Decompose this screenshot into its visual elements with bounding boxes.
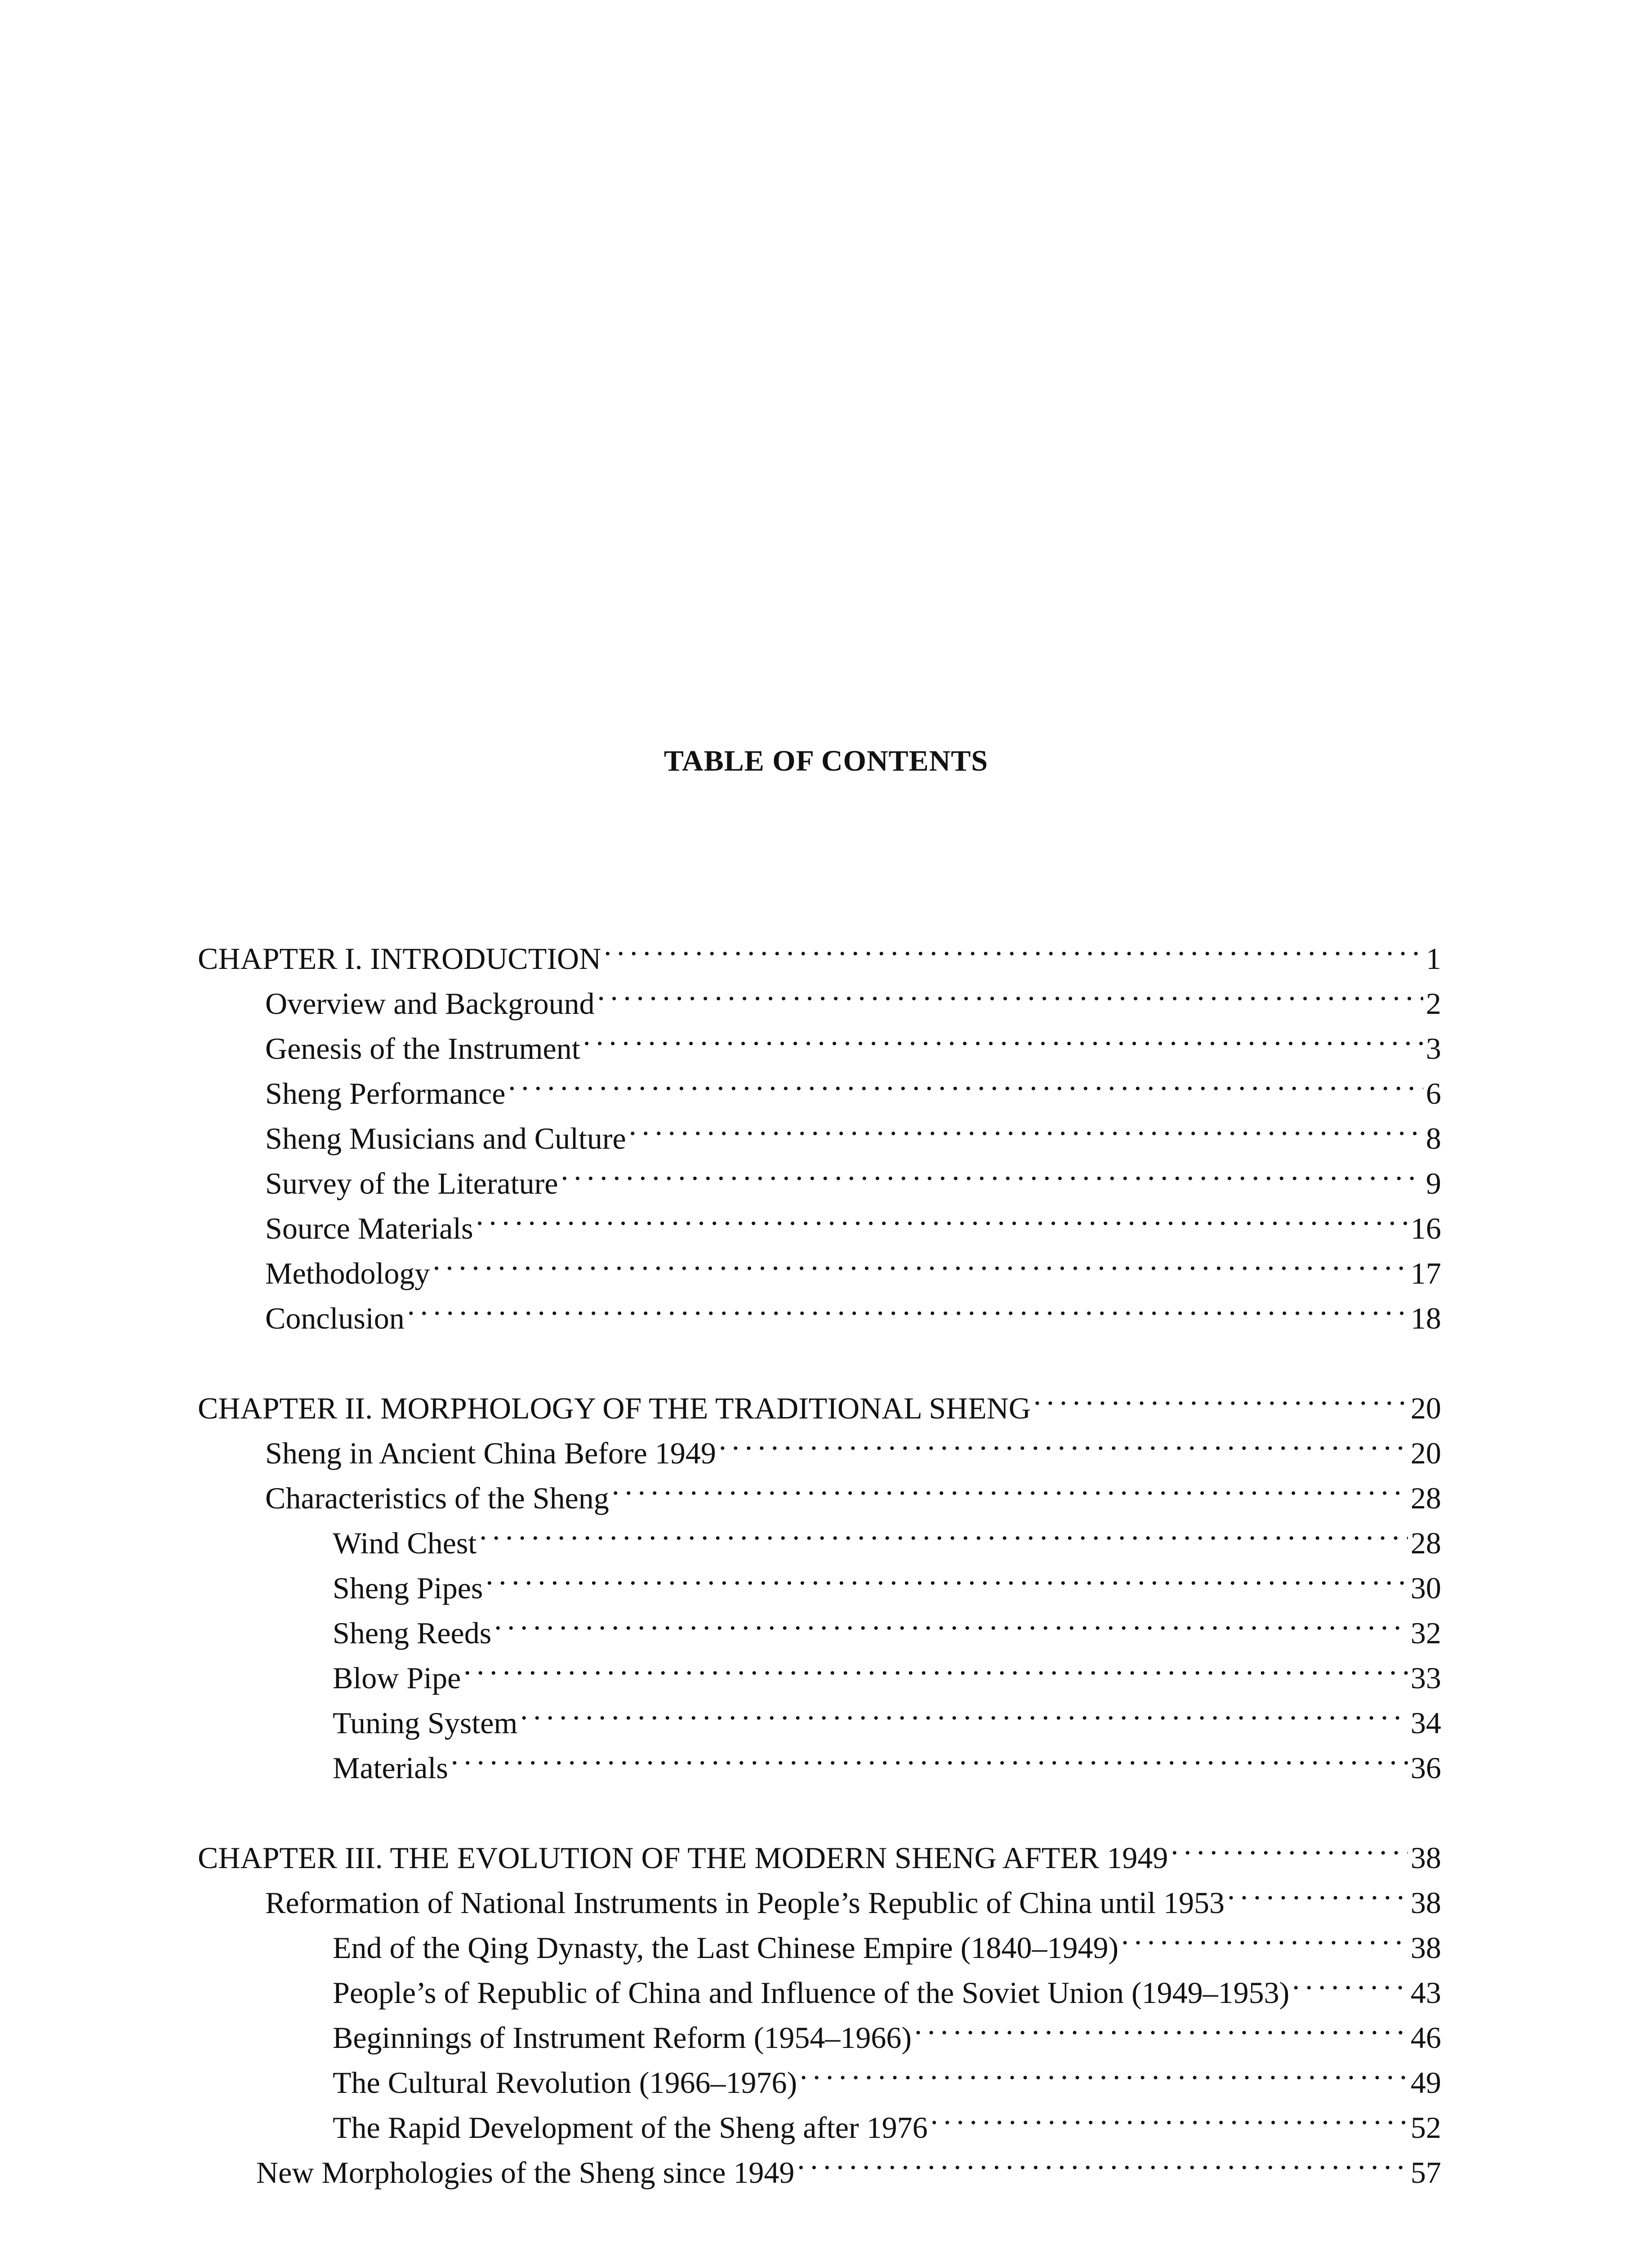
toc-leader-dots [629, 1104, 1423, 1149]
toc-leader-dots [407, 1284, 1408, 1329]
toc-leader-dots [479, 1508, 1408, 1553]
toc-entry-label: CHAPTER III. THE EVOLUTION OF THE MODERN SHENG AFTER 1949 [198, 1841, 1168, 1875]
toc-leader-dots [800, 2048, 1408, 2093]
toc-entry-label: Sheng Pipes [333, 1571, 483, 1605]
toc-entry-label: Conclusion [265, 1301, 405, 1335]
toc-leader-dots [914, 2003, 1408, 2048]
toc-entry-label: Materials [333, 1751, 448, 1785]
toc-entry-page-number: 9 [1426, 1166, 1441, 1200]
toc-leader-dots [604, 924, 1423, 969]
toc-entry-page-number: 6 [1426, 1076, 1441, 1111]
toc-leader-dots [1171, 1823, 1408, 1868]
toc-entry-page-number: 20 [1411, 1391, 1441, 1425]
toc-entry-label: The Cultural Revolution (1966–1976) [333, 2065, 797, 2100]
toc-entry-label: Tuning System [333, 1706, 518, 1740]
toc-leader-dots [583, 1014, 1423, 1059]
toc-leader-dots [931, 2093, 1408, 2138]
toc-entry-label: CHAPTER I. INTRODUCTION [198, 941, 601, 976]
toc-leader-dots [561, 1149, 1423, 1194]
toc-entry-label: Survey of the Literature [265, 1166, 558, 1200]
toc-entry-label: Sheng Musicians and Culture [265, 1121, 626, 1155]
toc-entry-page-number: 3 [1426, 1031, 1441, 1066]
toc-entry-label: Characteristics of the Sheng [265, 1481, 609, 1515]
toc-leader-dots [1033, 1374, 1408, 1418]
toc-entry-page-number: 8 [1426, 1121, 1441, 1155]
toc-list [198, 924, 1441, 2190]
toc-entry-page-number: 38 [1411, 1931, 1441, 1965]
toc-leader-dots [520, 1688, 1408, 1733]
toc-entry-page-number: 32 [1411, 1616, 1441, 1650]
toc-leader-dots [463, 1643, 1408, 1688]
toc-entry-label: Source Materials [265, 1211, 473, 1245]
toc-leader-dots [719, 1418, 1408, 1463]
toc-leader-dots [1292, 1958, 1408, 2003]
toc-entry-label: Genesis of the Instrument [265, 1031, 580, 1066]
toc-entry-page-number: 28 [1411, 1526, 1441, 1560]
toc-leader-dots [597, 969, 1423, 1014]
toc-entry-page-number: 36 [1411, 1751, 1441, 1785]
toc-entry-page-number: 38 [1411, 1841, 1441, 1875]
toc-entry-page-number: 28 [1411, 1481, 1441, 1515]
toc-entry-label: Sheng in Ancient China Before 1949 [265, 1436, 716, 1470]
toc-entry-page-number: 30 [1411, 1571, 1441, 1605]
toc-leader-dots [1121, 1913, 1408, 1958]
toc-entry-page-number: 1 [1426, 941, 1441, 976]
toc-leader-dots [494, 1598, 1408, 1643]
toc-entry-page-number: 33 [1411, 1661, 1441, 1695]
toc-entry-label: The Rapid Development of the Sheng after 1976 [333, 2110, 928, 2145]
toc-leader-dots [612, 1463, 1408, 1508]
toc-entry-label: Overview and Background [265, 986, 595, 1021]
toc-leader-dots [508, 1059, 1423, 1104]
toc-entry-label: New Morphologies of the Sheng since 1949 [256, 2155, 795, 2190]
toc-entry-label: Methodology [265, 1256, 430, 1290]
toc-entry-label: Sheng Performance [265, 1076, 506, 1111]
toc-entry-label: Sheng Reeds [333, 1616, 492, 1650]
toc-entry-page-number: 43 [1411, 1976, 1441, 2010]
toc-entry-page-number: 49 [1411, 2065, 1441, 2100]
toc-entry [198, 1374, 1441, 1425]
page-title: TABLE OF CONTENTS [663, 745, 989, 777]
toc-entry-label: CHAPTER II. MORPHOLOGY OF THE TRADITIONAL SHENG [198, 1391, 1031, 1425]
toc-entry-label: End of the Qing Dynasty, the Last Chinese Empire (1840–1949) [333, 1931, 1119, 1965]
toc-entry-page-number: 34 [1411, 1706, 1441, 1740]
toc-entry-label: Wind Chest [333, 1526, 477, 1560]
toc-entry-label: Beginnings of Instrument Reform (1954–1966) [333, 2021, 912, 2055]
toc-entry-page-number: 2 [1426, 986, 1441, 1021]
toc-leader-dots [797, 2138, 1408, 2183]
toc-entry-page-number: 57 [1411, 2155, 1441, 2190]
toc-leader-dots [476, 1194, 1408, 1239]
toc-leader-dots [432, 1239, 1408, 1284]
toc-entry-label: Reformation of National Instruments in People’s Republic of China until 1953 [265, 1886, 1225, 1920]
toc-leader-dots [1227, 1868, 1408, 1913]
toc-entry [198, 924, 1441, 976]
toc-entry-page-number: 38 [1411, 1886, 1441, 1920]
toc-entry-page-number: 20 [1411, 1436, 1441, 1470]
toc-entry-page-number: 17 [1411, 1256, 1441, 1290]
toc-entry-label: People’s of Republic of China and Influence of the Soviet Union (1949–1953) [333, 1976, 1290, 2010]
toc-leader-dots [451, 1733, 1408, 1778]
toc-entry-page-number: 16 [1411, 1211, 1441, 1245]
toc-entry-page-number: 52 [1411, 2110, 1441, 2145]
toc-leader-dots [485, 1553, 1408, 1598]
toc-entry [198, 1823, 1441, 1875]
toc-entry-page-number: 46 [1411, 2021, 1441, 2055]
toc-entry-label: Blow Pipe [333, 1661, 461, 1695]
toc-entry-page-number: 18 [1411, 1301, 1441, 1335]
